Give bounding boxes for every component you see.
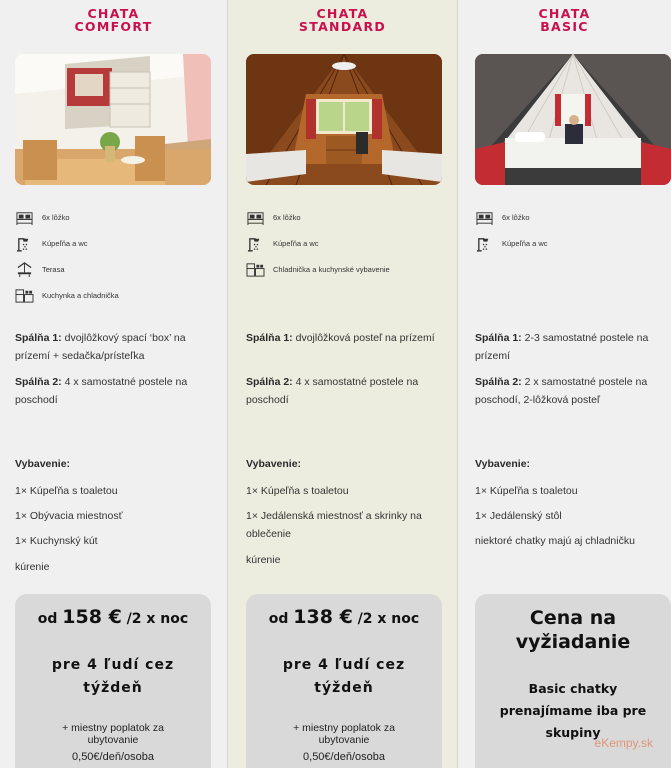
- bedroom1-description: Spálňa 1: dvojlôžková posteľ na prízemí: [246, 332, 435, 344]
- feature-label: Kuchynka a chladnička: [42, 290, 119, 300]
- price-line: od 138 € /2 x noc: [268, 606, 420, 628]
- kitchen-icon: [246, 261, 265, 278]
- cabin-title: CHATA COMFORT: [74, 6, 153, 34]
- cabin-card-standard: [227, 0, 458, 768]
- equipment-item: 1× Kúpeľňa s toaletou: [246, 485, 349, 497]
- shower-icon: [475, 235, 494, 252]
- feature-label: Kúpeľňa a wc: [502, 238, 548, 248]
- equipment-item: 1× Kúpeľňa s toaletou: [15, 485, 118, 497]
- cabin-title: CHATA BASIC: [538, 6, 591, 34]
- equipment-heading: Vybavenie:: [246, 458, 302, 470]
- price-amount: 138 €: [293, 606, 353, 628]
- cabin-title: CHATA STANDARD: [298, 6, 387, 34]
- feature-beds: [475, 208, 530, 226]
- feature-kitchen: [246, 260, 390, 278]
- feature-label: 6x lôžko: [502, 212, 530, 222]
- price-box: [15, 594, 211, 768]
- feature-bathroom: [475, 234, 548, 252]
- feature-label: Terasa: [42, 264, 65, 274]
- equipment-heading: Vybavenie:: [15, 458, 71, 470]
- price-amount: 158 €: [62, 606, 122, 628]
- bed-icon: [475, 209, 494, 226]
- feature-label: Chladnička a kuchynské vybavenie: [273, 264, 390, 274]
- local-fee: + miestny poplatok za ubytovanie: [62, 722, 164, 746]
- bedroom1-description: Spálňa 1: 2-3 samostatné postele na prízemí: [475, 332, 649, 362]
- equipment-item: kúrenie: [246, 554, 281, 566]
- group-only-note: Basic chatky prenajímame iba pre skupiny: [499, 681, 647, 740]
- equipment-item: niektoré chatky majú aj chladničku: [475, 535, 635, 547]
- watermark: eKempy.sk: [594, 736, 653, 750]
- feature-beds: [246, 208, 301, 226]
- feature-terrace: [15, 260, 65, 278]
- equipment-heading: Vybavenie:: [475, 458, 531, 470]
- shower-icon: [246, 235, 265, 252]
- cabin-card-basic: [458, 0, 671, 768]
- bed-icon: [246, 209, 265, 226]
- cabin-photo-basic[interactable]: [475, 54, 671, 185]
- cabin-photo-standard[interactable]: [246, 54, 442, 185]
- equipment-item: 1× Kúpeľňa s toaletou: [475, 485, 578, 497]
- bedroom2-description: Spálňa 2: 4 x samostatné postele na poschodí: [246, 376, 419, 406]
- equipment-item: 1× Obývacia miestnosť: [15, 510, 123, 522]
- local-fee-rate: 0,50€/deň/osoba: [303, 751, 385, 763]
- feature-label: Kúpeľňa a wc: [42, 238, 88, 248]
- price-on-request: Cena na vyžiadanie: [515, 607, 631, 653]
- feature-kitchen: [15, 286, 119, 304]
- shower-icon: [15, 235, 34, 252]
- feature-label: 6x lôžko: [273, 212, 301, 222]
- price-line: od 158 € /2 x noc: [37, 606, 189, 628]
- kitchen-icon: [15, 287, 34, 304]
- equipment-item: 1× Jedálenská miestnosť a skrinky na oblečenie: [246, 510, 422, 540]
- price-people: pre 4 ľudí cez týždeň: [282, 657, 406, 696]
- feature-label: 6x lôžko: [42, 212, 70, 222]
- price-box: [246, 594, 442, 768]
- feature-beds: [15, 208, 70, 226]
- equipment-item: 1× Kuchynský kút: [15, 535, 98, 547]
- cabin-photo-comfort[interactable]: [15, 54, 211, 185]
- feature-label: Kúpeľňa a wc: [273, 238, 319, 248]
- feature-bathroom: [15, 234, 88, 252]
- equipment-item: 1× Jedálenský stôl: [475, 510, 562, 522]
- bedroom1-description: Spálňa 1: dvojlôžkový spací ‘box’ na prízemí + sedačka/prísteľka: [15, 332, 186, 362]
- local-fee-rate: 0,50€/deň/osoba: [72, 751, 154, 763]
- bed-icon: [15, 209, 34, 226]
- cabin-card-comfort: [0, 0, 227, 768]
- bedroom2-description: Spálňa 2: 4 x samostatné postele na poschodí: [15, 376, 188, 406]
- price-people: pre 4 ľudí cez týždeň: [51, 657, 175, 696]
- bedroom2-description: Spálňa 2: 2 x samostatné postele na poschodí, 2-lôžková posteľ: [475, 376, 648, 406]
- equipment-item: kúrenie: [15, 561, 50, 573]
- feature-bathroom: [246, 234, 319, 252]
- terrace-icon: [15, 261, 34, 278]
- local-fee: + miestny poplatok za ubytovanie: [293, 722, 395, 746]
